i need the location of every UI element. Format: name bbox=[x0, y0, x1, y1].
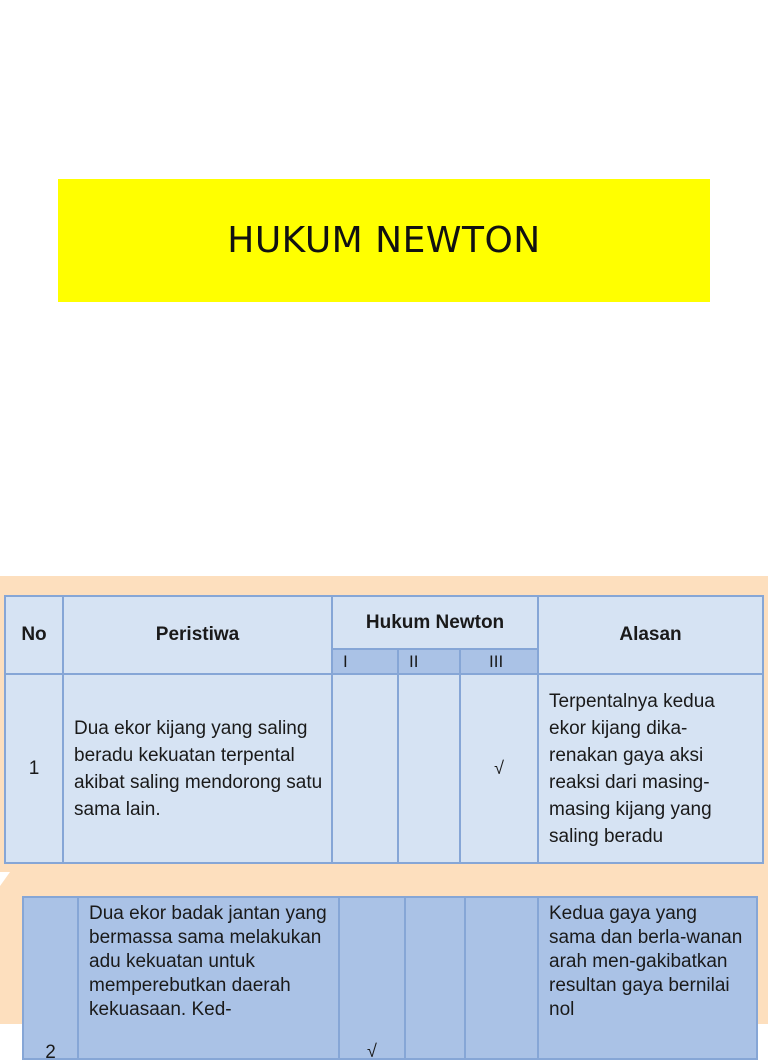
law-2-mark bbox=[398, 674, 460, 863]
peristiwa-cell: Dua ekor badak jantan yang bermassa sama melakukan adu kekuatan untuk memperebutkan daerah kekuasaan. Ked- bbox=[78, 897, 339, 1059]
title-banner bbox=[58, 179, 710, 302]
header-peristiwa: Peristiwa bbox=[63, 596, 332, 674]
page-title: HUKUM NEWTON bbox=[227, 220, 541, 261]
row-number: 1 bbox=[5, 674, 63, 863]
table-row bbox=[23, 897, 757, 1059]
alasan-cell: Kedua gaya yang sama dan berla-wanan arah men-gakibatkan resultan gaya bernilai nol bbox=[538, 897, 757, 1059]
header-law-3: III bbox=[460, 649, 538, 674]
law-1-mark: √ bbox=[339, 897, 405, 1059]
header-no: No bbox=[5, 596, 63, 674]
law-3-mark bbox=[465, 897, 538, 1059]
header-law-2: II bbox=[398, 649, 460, 674]
newton-table-part-2 bbox=[22, 896, 758, 1060]
header-alasan: Alasan bbox=[538, 596, 763, 674]
law-3-mark: √ bbox=[460, 674, 538, 863]
alasan-cell: Terpentalnya kedua ekor kijang dika-renakan gaya aksi reaksi dari masing-masing kijang yang saling beradu bbox=[538, 674, 763, 863]
header-hukum-newton: Hukum Newton bbox=[332, 596, 538, 649]
law-1-mark bbox=[332, 674, 398, 863]
law-2-mark bbox=[405, 897, 465, 1059]
table-row bbox=[5, 674, 763, 863]
header-law-1: I bbox=[332, 649, 398, 674]
peristiwa-cell: Dua ekor kijang yang saling beradu kekuatan terpental akibat saling mendorong satu sama lain. bbox=[63, 674, 332, 863]
row-number: 2 bbox=[23, 897, 78, 1059]
newton-table-part-1 bbox=[4, 595, 764, 864]
